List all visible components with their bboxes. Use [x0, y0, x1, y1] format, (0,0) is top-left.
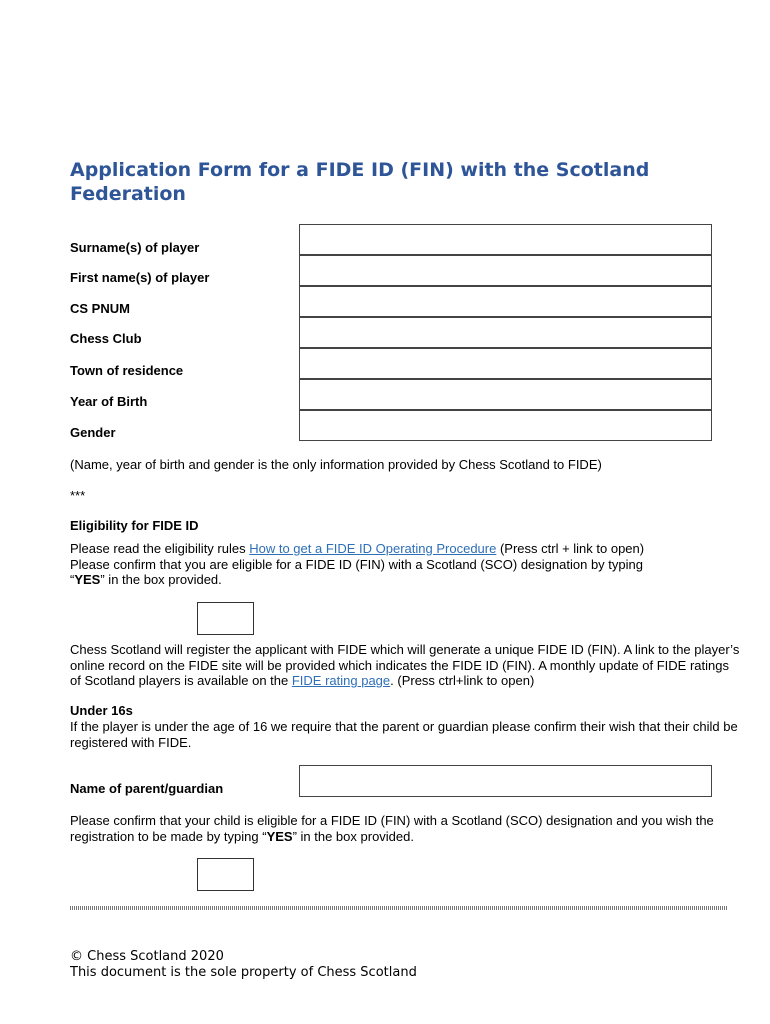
- eligibility-intro: Please read the eligibility rules: [70, 541, 250, 556]
- chess-club-label: Chess Club: [70, 331, 142, 346]
- chess-club-field[interactable]: [299, 317, 712, 348]
- operating-procedure-link[interactable]: How to get a FIDE ID Operating Procedure: [249, 541, 497, 556]
- guardian-confirm-end: ” in the box provided.: [292, 828, 414, 844]
- eligibility-yes-box[interactable]: [197, 602, 254, 635]
- footer-property: This document is the sole property of Chess Scotland: [70, 965, 417, 980]
- year-of-birth-label: Year of Birth: [70, 394, 148, 409]
- info-note: (Name, year of birth and gender is the only information provided by Chess Scotland to FIDE): [70, 457, 602, 472]
- registration-ctrl-hint: . (Press ctrl+link to open): [390, 673, 535, 688]
- registration-text: [70, 642, 740, 689]
- eligibility-confirm: Please confirm that you are eligible for a FIDE ID (FIN) with a Scotland (SCO) designation by typing: [70, 556, 643, 572]
- town-field[interactable]: [299, 348, 712, 379]
- fide-rating-link[interactable]: FIDE rating page: [291, 673, 391, 688]
- guardian-label: Name of parent/guardian: [70, 781, 224, 796]
- under16-heading: Under 16s: [70, 703, 133, 718]
- yes-instruction: ” in the box provided.: [100, 572, 222, 587]
- guardian-confirm-body: Please confirm that your child is eligible for a FIDE ID (FIN) with a Scotland (SCO) designation and you wish the registration to be made by typing “: [70, 813, 714, 844]
- eligibility-text: [70, 541, 740, 588]
- cs-pnum-field[interactable]: [299, 286, 712, 317]
- first-name-field[interactable]: [299, 255, 712, 286]
- guardian-yes-word: YES: [266, 828, 293, 844]
- page-title: Application Form for a FIDE ID (FIN) with the Scotland Federation: [70, 159, 650, 205]
- registration-body: Chess Scotland will register the applicant with FIDE which will generate a unique FIDE ID (FIN). A link to the player’s online record on the FIDE site will be provided which indicates the FIDE ID (FIN). A monthly update of FIDE ratings of Scotland players is available on the: [70, 642, 740, 688]
- gender-field[interactable]: [299, 410, 712, 441]
- yes-open-quote: “: [70, 572, 75, 587]
- under16-text: If the player is under the age of 16 we require that the parent or guardian please confirm their wish that their child be registered with FIDE.: [70, 719, 738, 750]
- cs-pnum-label: CS PNUM: [70, 301, 130, 316]
- surname-label: Surname(s) of player: [70, 240, 200, 255]
- year-of-birth-field[interactable]: [299, 379, 712, 410]
- town-label: Town of residence: [70, 363, 184, 378]
- gender-label: Gender: [70, 425, 116, 440]
- surname-field[interactable]: [299, 224, 712, 255]
- guardian-confirm-text: [70, 813, 740, 844]
- separator: ***: [70, 488, 86, 503]
- eligibility-ctrl-hint: (Press ctrl + link to open): [496, 541, 645, 556]
- first-name-label: First name(s) of player: [70, 270, 210, 285]
- dotted-divider: [70, 906, 728, 910]
- footer-copyright: © Chess Scotland 2020: [70, 949, 224, 964]
- guardian-field[interactable]: [299, 765, 712, 797]
- yes-word: YES: [74, 572, 101, 587]
- guardian-yes-box[interactable]: [197, 858, 254, 891]
- eligibility-heading: Eligibility for FIDE ID: [70, 518, 199, 533]
